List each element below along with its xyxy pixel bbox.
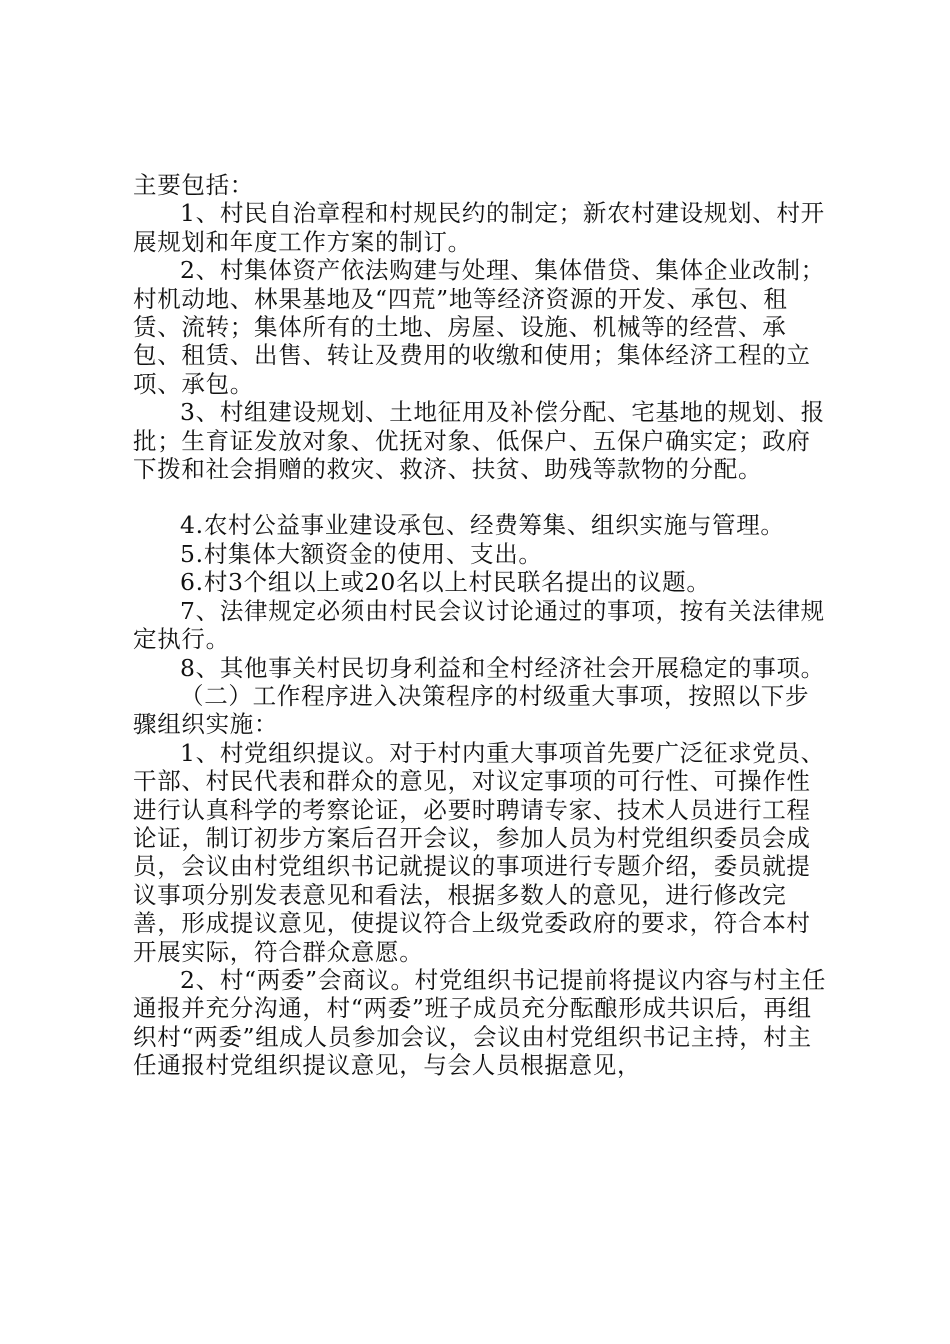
item-5-funds: 5.村集体大额资金的使用、支出。 (180, 539, 543, 568)
section-2-procedure-heading: （二）工作程序进入决策程序的村级重大事项，按照以下步骤组织实施： (133, 681, 810, 739)
document-body (133, 171, 833, 1080)
paragraph-gap (133, 483, 833, 511)
item-4-public-works: 4.农村公益事业建设承包、经费筹集、组织实施与管理。 (180, 511, 785, 540)
step-1-party-proposal: 1、村党组织提议。对于村内重大事项首先要广泛征求党员、干部、村民代表和群众的意见，对议定事项的可行性、可操作性进行认真科学的考察论证，必要时聘请专家、技术人员进行工程论证，制订初步方案后召开会议，参加人员为村党组织委员会成员，会议由村党组织书记就提议的事项进行专题介绍，委员就提议事项分别发表意见和看法，根据多数人的意见，进行修改完善，形成提议意见，使提议符合上级党委政府的要求，符合本村开展实际，符合群众意愿。 (133, 738, 825, 966)
item-1-village-rules: 1、村民自治章程和村规民约的制定；新农村建设规划、村开展规划和年度工作方案的制订。 (133, 199, 825, 256)
step-2-two-committees: 2、村“两委”会商议。村党组织书记提前将提议内容与村主任通报并充分沟通，村“两委”班子成员充分酝酿形成共识后，再组织村“两委”组成人员参加会议，会议由村党组织书记主持，村主任通报村党组织提议意见，与会人员根据意见， (133, 965, 827, 1080)
intro-line: 主要包括： (133, 171, 254, 199)
item-3-planning-and-aid: 3、村组建设规划、土地征用及补偿分配、宅基地的规划、报批；生育证发放对象、优抚对象、低保户、五保户确实定；政府下拨和社会捐赠的救灾、救济、扶贫、助残等款物的分配。 (133, 398, 825, 484)
item-7-legal-matters: 7、法律规定必须由村民会议讨论通过的事项，按有关法律规定执行。 (133, 596, 825, 654)
item-8-other-matters: 8、其他事关村民切身利益和全村经济社会开展稳定的事项。 (180, 653, 825, 682)
item-6-petitions: 6.村3个组以上或20名以上村民联名提出的议题。 (180, 568, 711, 597)
item-2-collective-assets: 2、村集体资产依法购建与处理、集体借贷、集体企业改制；村机动地、林果基地及“四荒”地等经济资源的开发、承包、租赁、流转；集体所有的土地、房屋、设施、机械等的经营、承包、租赁、出售、转让及费用的收缴和使用；集体经济工程的立项、承包。 (133, 256, 825, 398)
